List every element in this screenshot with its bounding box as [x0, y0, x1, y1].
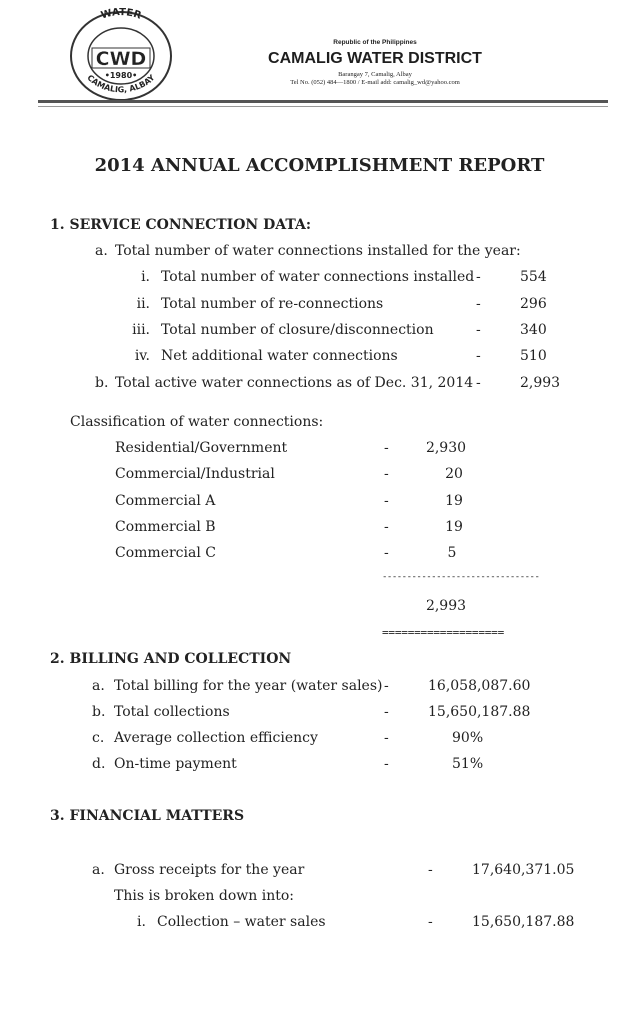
class-value: 19 [445, 493, 463, 509]
report-title: 2014 ANNUAL ACCOMPLISHMENT REPORT [94, 155, 545, 176]
item-value: 15,650,187.88 [472, 914, 575, 930]
item-label: Total number of re-connections [161, 296, 384, 312]
class-value: 20 [445, 466, 463, 482]
item-value: 51% [452, 756, 484, 772]
address-line: Barangay 7, Camalig, Albay [338, 71, 412, 78]
item-value: 554 [520, 269, 547, 285]
item-label: Collection – water sales [157, 914, 326, 930]
org-name: CAMALIG WATER DISTRICT [268, 50, 482, 67]
item-a-letter: a. [95, 243, 108, 259]
dash: - [476, 322, 481, 338]
class-value: 5 [447, 545, 457, 561]
class-label: Residential/Government [115, 440, 288, 456]
roman-numeral: i. [137, 914, 146, 930]
dash: - [476, 269, 481, 285]
class-label: Commercial/Industrial [115, 466, 275, 482]
item-label: Net additional water connections [161, 348, 398, 364]
contact-line: Tel No. (052) 484—1800 / E-mail add: camalig_wd@yahoo.com [290, 79, 460, 86]
roman-numeral: i. [141, 269, 150, 285]
item-letter: a. [92, 862, 105, 878]
total-double-rule: =================== [382, 626, 505, 639]
item-value: 15,650,187.88 [428, 704, 531, 720]
seal-initials: CWD [95, 48, 147, 70]
section1-heading: 1. SERVICE CONNECTION DATA: [50, 217, 312, 233]
classification-heading: Classification of water connections: [70, 414, 324, 430]
subtotal-rule: -------------------------------- [382, 572, 540, 582]
item-label: Gross receipts for the year [114, 862, 305, 878]
seal-ring-bottom: CAMALIG, ALBAY [85, 73, 157, 95]
seal-ring-top: WATER [99, 8, 143, 22]
item-b-letter: b. [95, 375, 109, 391]
dash: - [384, 756, 389, 772]
item-letter: a. [92, 678, 105, 694]
roman-numeral: iii. [132, 322, 150, 338]
item-label: On-time payment [114, 756, 237, 772]
breakdown-note: This is broken down into: [114, 888, 295, 904]
item-b-text: Total active water connections as of Dec. 31, 2014 [115, 375, 474, 391]
item-label: Average collection efficiency [114, 730, 318, 746]
item-letter: b. [92, 704, 106, 720]
svg-text:WATER [100, 8, 143, 22]
item-a-text: Total number of water connections installed for the year: [115, 243, 521, 259]
item-label: Total number of water connections installed [161, 269, 475, 285]
cwd-seal-logo [62, 8, 180, 104]
dash: - [384, 730, 389, 746]
dash: - [384, 545, 389, 561]
item-label: Total number of closure/disconnection [161, 322, 434, 338]
dash: - [384, 440, 389, 456]
item-b-value: 2,993 [520, 375, 561, 391]
roman-numeral: iv. [134, 348, 150, 364]
dash: - [384, 493, 389, 509]
item-letter: d. [92, 756, 106, 772]
item-value: 510 [520, 348, 547, 364]
section2-heading: 2. BILLING AND COLLECTION [50, 651, 292, 667]
letterhead-rule-thin [38, 106, 608, 107]
item-label: Total collections [114, 704, 230, 720]
seal-year: •1980• [104, 71, 138, 80]
classification-total: 2,993 [425, 598, 467, 614]
dash: - [384, 466, 389, 482]
letterhead-rule-thick [38, 100, 608, 103]
item-value: 90% [452, 730, 484, 746]
item-value: 16,058,087.60 [428, 678, 531, 694]
item-value: 296 [520, 296, 547, 312]
item-value: 17,640,371.05 [472, 862, 575, 878]
class-value: 2,930 [425, 440, 467, 456]
dash: - [384, 519, 389, 535]
dash: - [428, 914, 433, 930]
republic-line: Republic of the Philippines [333, 39, 417, 46]
dash: - [428, 862, 433, 878]
class-value: 19 [445, 519, 463, 535]
dash: - [476, 375, 481, 391]
dash: - [476, 348, 481, 364]
class-label: Commercial C [115, 545, 216, 561]
dash: - [384, 678, 389, 694]
class-label: Commercial A [115, 493, 216, 509]
dash: - [384, 704, 389, 720]
section3-heading: 3. FINANCIAL MATTERS [50, 808, 245, 824]
item-value: 340 [520, 322, 547, 338]
item-letter: c. [92, 730, 105, 746]
roman-numeral: ii. [136, 296, 150, 312]
item-label: Total billing for the year (water sales) [114, 678, 383, 694]
class-label: Commercial B [115, 519, 216, 535]
dash: - [476, 296, 481, 312]
